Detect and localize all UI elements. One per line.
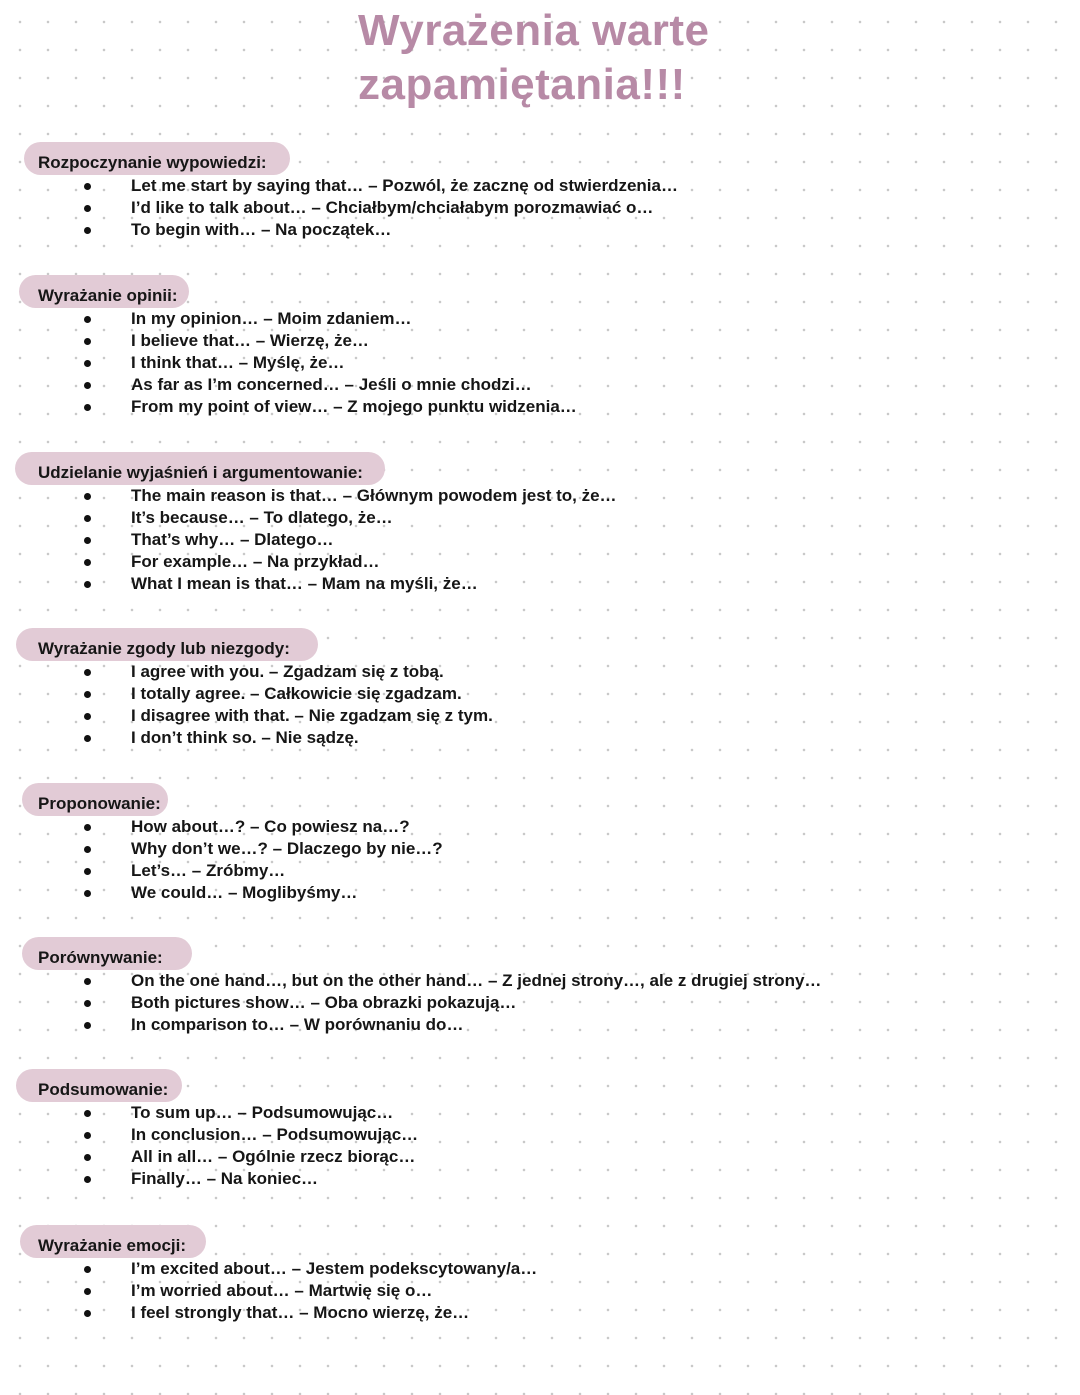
phrase-text: I believe that… – Wierzę, że… xyxy=(131,331,369,350)
phrase-text: I’m excited about… – Jestem podekscytowany/a… xyxy=(131,1259,538,1278)
phrase-list xyxy=(0,175,678,241)
phrase-text: In conclusion… – Podsumowując… xyxy=(131,1125,419,1144)
phrase-text: To sum up… – Podsumowując… xyxy=(131,1103,394,1122)
phrase-text: Both pictures show… – Oba obrazki pokazują… xyxy=(131,993,517,1012)
phrase-list xyxy=(0,816,443,904)
section-heading: Udzielanie wyjaśnień i argumentowanie: xyxy=(38,463,363,482)
list-item xyxy=(0,175,678,197)
list-item xyxy=(0,1280,537,1302)
list-item xyxy=(0,1124,418,1146)
bullet-icon xyxy=(84,669,91,676)
bullet-icon xyxy=(84,824,91,831)
section-heading: Proponowanie: xyxy=(38,794,161,813)
bullet-icon xyxy=(84,559,91,566)
bullet-icon xyxy=(84,227,91,234)
list-item xyxy=(0,573,617,595)
phrase-text: All in all… – Ogólnie rzecz biorąc… xyxy=(131,1147,416,1166)
list-item xyxy=(0,1102,418,1124)
phrase-text: Finally… – Na koniec… xyxy=(131,1169,319,1188)
list-item xyxy=(0,661,493,683)
phrase-text: In my opinion… – Moim zdaniem… xyxy=(131,309,412,328)
phrase-text: I think that… – Myślę, że… xyxy=(131,353,345,372)
phrase-text: For example… – Na przykład… xyxy=(131,552,380,571)
list-item xyxy=(0,396,577,418)
bullet-icon xyxy=(84,890,91,897)
bullet-icon xyxy=(84,1288,91,1295)
phrase-text: I totally agree. – Całkowicie się zgadzam. xyxy=(131,684,462,703)
phrase-text: I disagree with that. – Nie zgadzam się z tym. xyxy=(131,706,493,725)
bullet-icon xyxy=(84,868,91,875)
list-item xyxy=(0,860,443,882)
page-title xyxy=(358,4,710,112)
list-item xyxy=(0,219,678,241)
section-heading: Podsumowanie: xyxy=(38,1080,169,1099)
phrase-text: Let’s… – Zróbmy… xyxy=(131,861,286,880)
bullet-icon xyxy=(84,515,91,522)
section-heading: Wyrażanie emocji: xyxy=(38,1236,187,1255)
list-item xyxy=(0,683,493,705)
phrase-text: In comparison to… – W porównaniu do… xyxy=(131,1015,464,1034)
list-item xyxy=(0,1258,537,1280)
phrase-text: We could… – Moglibyśmy… xyxy=(131,883,358,902)
list-item xyxy=(0,529,617,551)
bullet-icon xyxy=(84,493,91,500)
list-item xyxy=(0,992,821,1014)
bullet-icon xyxy=(84,713,91,720)
section-heading: Wyrażanie opinii: xyxy=(38,286,178,305)
phrase-text: To begin with… – Na początek… xyxy=(131,220,392,239)
list-item xyxy=(0,1146,418,1168)
bullet-icon xyxy=(84,581,91,588)
section-heading: Porównywanie: xyxy=(38,948,163,967)
list-item xyxy=(0,816,443,838)
phrase-list xyxy=(0,1258,537,1324)
list-item xyxy=(0,1302,537,1324)
list-item xyxy=(0,507,617,529)
bullet-icon xyxy=(84,404,91,411)
list-item xyxy=(0,330,577,352)
title-line-2: zapamiętania!!! xyxy=(358,60,686,109)
bullet-icon xyxy=(84,205,91,212)
bullet-icon xyxy=(84,1176,91,1183)
bullet-icon xyxy=(84,537,91,544)
bullet-icon xyxy=(84,735,91,742)
phrase-text: That’s why… – Dlatego… xyxy=(131,530,334,549)
phrase-text: I feel strongly that… – Mocno wierzę, że… xyxy=(131,1303,470,1322)
phrase-text: The main reason is that… – Głównym powodem jest to, że… xyxy=(131,486,617,505)
bullet-icon xyxy=(84,360,91,367)
bullet-icon xyxy=(84,1110,91,1117)
list-item xyxy=(0,727,493,749)
bullet-icon xyxy=(84,1154,91,1161)
bullet-icon xyxy=(84,382,91,389)
bullet-icon xyxy=(84,1132,91,1139)
phrase-text: What I mean is that… – Mam na myśli, że… xyxy=(131,574,478,593)
phrase-list xyxy=(0,485,617,595)
phrase-text: As far as I’m concerned… – Jeśli o mnie chodzi… xyxy=(131,375,532,394)
phrase-text: I agree with you. – Zgadzam się z tobą. xyxy=(131,662,444,681)
list-item xyxy=(0,882,443,904)
list-item xyxy=(0,1168,418,1190)
bullet-icon xyxy=(84,691,91,698)
list-item xyxy=(0,970,821,992)
list-item xyxy=(0,551,617,573)
phrase-list xyxy=(0,661,493,749)
list-item xyxy=(0,374,577,396)
bullet-icon xyxy=(84,338,91,345)
bullet-icon xyxy=(84,183,91,190)
bullet-icon xyxy=(84,846,91,853)
phrase-text: From my point of view… – Z mojego punktu widzenia… xyxy=(131,397,577,416)
bullet-icon xyxy=(84,1310,91,1317)
section-heading: Rozpoczynanie wypowiedzi: xyxy=(38,153,267,172)
phrase-text: Let me start by saying that… – Pozwól, że zacznę od stwierdzenia… xyxy=(131,176,678,195)
phrase-text: I’m worried about… – Martwię się o… xyxy=(131,1281,433,1300)
bullet-icon xyxy=(84,1000,91,1007)
phrase-text: I’d like to talk about… – Chciałbym/chciałabym porozmawiać o… xyxy=(131,198,654,217)
phrase-text: How about…? – Co powiesz na…? xyxy=(131,817,410,836)
list-item xyxy=(0,705,493,727)
section-heading: Wyrażanie zgody lub niezgody: xyxy=(38,639,290,658)
phrase-text: I don’t think so. – Nie sądzę. xyxy=(131,728,359,747)
bullet-icon xyxy=(84,978,91,985)
list-item xyxy=(0,485,617,507)
phrase-list xyxy=(0,1102,418,1190)
list-item xyxy=(0,197,678,219)
list-item xyxy=(0,308,577,330)
list-item xyxy=(0,838,443,860)
phrase-text: On the one hand…, but on the other hand… – Z jednej strony…, ale z drugiej strony… xyxy=(131,971,822,990)
phrase-list xyxy=(0,308,577,418)
phrase-text: Why don’t we…? – Dlaczego by nie…? xyxy=(131,839,443,858)
bullet-icon xyxy=(84,1022,91,1029)
title-line-1: Wyrażenia warte xyxy=(358,6,710,55)
phrase-list xyxy=(0,970,821,1036)
bullet-icon xyxy=(84,1266,91,1273)
list-item xyxy=(0,1014,821,1036)
phrase-text: It’s because… – To dlatego, że… xyxy=(131,508,393,527)
list-item xyxy=(0,352,577,374)
bullet-icon xyxy=(84,316,91,323)
